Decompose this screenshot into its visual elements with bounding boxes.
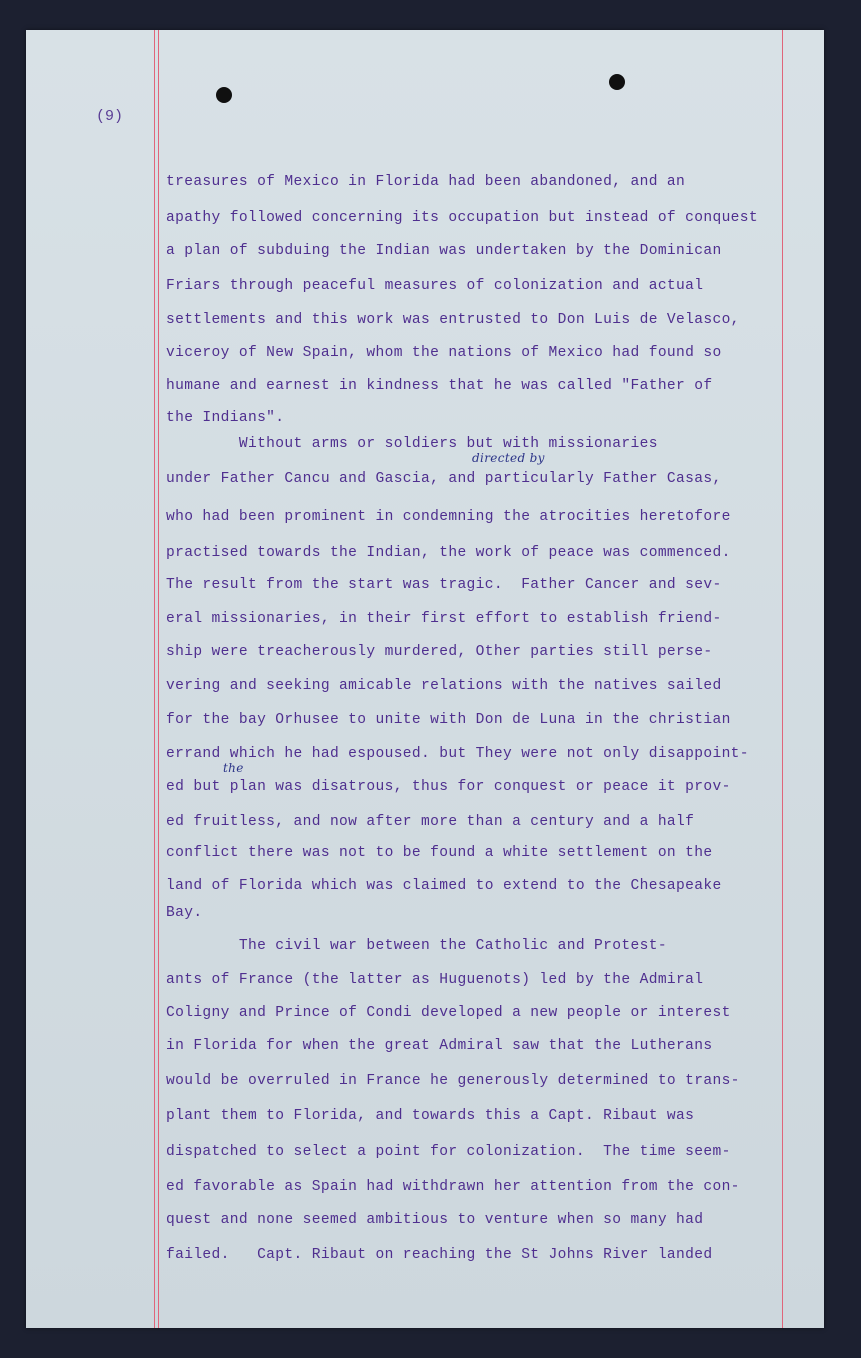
text-line: ed favorable as Spain had withdrawn her attention from the con- <box>166 1179 740 1195</box>
text-line: Bay. <box>166 905 203 921</box>
text-line: ed fruitless, and now after more than a century and a half <box>166 814 695 830</box>
text-line: land of Florida which was claimed to extend to the Chesapeake <box>166 878 722 894</box>
text-line: in Florida for when the great Admiral saw that the Lutherans <box>166 1038 713 1054</box>
text-line: for the bay Orhusee to unite with Don de Luna in the christian <box>166 712 731 728</box>
text-line: humane and earnest in kindness that he was called "Father of <box>166 378 713 394</box>
text-line: The civil war between the Catholic and Protest- <box>166 938 667 954</box>
text-line: ed but plan was disatrous, thus for conquest or peace it prov- <box>166 779 731 795</box>
text-line: settlements and this work was entrusted to Don Luis de Velasco, <box>166 312 740 328</box>
text-line: dispatched to select a point for colonization. The time seem- <box>166 1144 731 1160</box>
text-line: practised towards the Indian, the work of peace was commenced. <box>166 545 731 561</box>
text-line: conflict there was not to be found a white settlement on the <box>166 845 713 861</box>
punch-hole <box>216 87 232 103</box>
text-line: would be overruled in France he generously determined to trans- <box>166 1073 740 1089</box>
text-line: treasures of Mexico in Florida had been abandoned, and an <box>166 174 686 190</box>
left-margin-rule-inner <box>158 30 159 1328</box>
text-line: vering and seeking amicable relations with the natives sailed <box>166 678 722 694</box>
text-line: a plan of subduing the Indian was undertaken by the Dominican <box>166 243 722 259</box>
left-margin-rule <box>154 30 155 1328</box>
punch-hole <box>609 74 625 90</box>
text-line: under Father Cancu and Gascia, and particularly Father Casas, <box>166 471 722 487</box>
typed-text-body <box>166 171 816 1263</box>
page-number: (9) <box>96 108 124 125</box>
text-line: apathy followed concerning its occupation but instead of conquest <box>166 210 758 226</box>
text-line: The result from the start was tragic. Father Cancer and sev- <box>166 577 722 593</box>
text-line: Friars through peaceful measures of colonization and actual <box>166 278 704 294</box>
text-line: quest and none seemed ambitious to venture when so many had <box>166 1212 704 1228</box>
handwritten-insertion: the <box>223 761 244 775</box>
text-line: Coligny and Prince of Condi developed a new people or interest <box>166 1005 731 1021</box>
text-line: eral missionaries, in their first effort to establish friend- <box>166 611 722 627</box>
text-line: errand which he had espoused. but They were not only disappoint- <box>166 746 749 762</box>
text-line: the Indians". <box>166 410 285 426</box>
handwritten-insertion: directed by <box>472 451 545 465</box>
document-page <box>26 30 824 1328</box>
text-line: plant them to Florida, and towards this a Capt. Ribaut was <box>166 1108 695 1124</box>
text-line: who had been prominent in condemning the atrocities heretofore <box>166 509 731 525</box>
text-line: viceroy of New Spain, whom the nations of Mexico had found so <box>166 345 722 361</box>
text-line: Without arms or soldiers but with missionaries <box>166 436 658 452</box>
text-line: failed. Capt. Ribaut on reaching the St Johns River landed <box>166 1247 713 1263</box>
text-line: ants of France (the latter as Huguenots) led by the Admiral <box>166 972 704 988</box>
text-line: ship were treacherously murdered, Other parties still perse- <box>166 644 713 660</box>
